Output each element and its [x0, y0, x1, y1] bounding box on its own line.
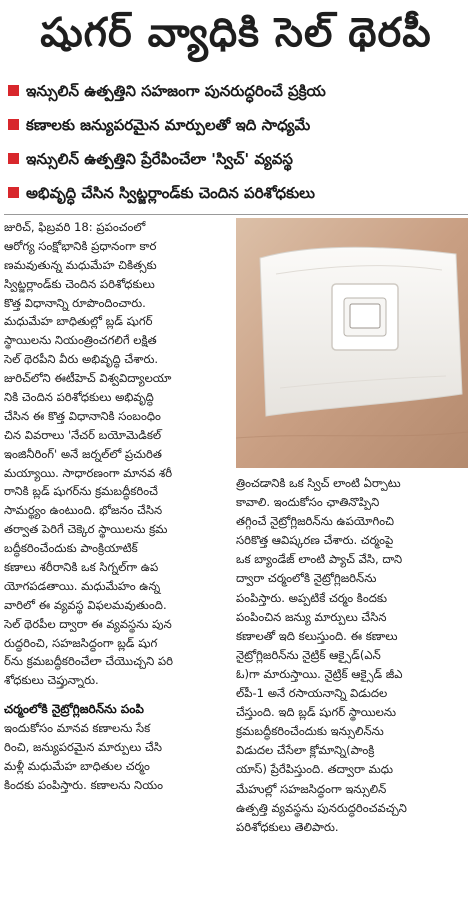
- body-line: ఇంజినీరింగ్' అనే జర్నల్‌లో ప్రచురిత: [4, 446, 162, 461]
- headline: షుగర్ వ్యాధికి సెల్ థెరపీ: [40, 10, 432, 56]
- article-column-right: [236, 474, 468, 914]
- body-line: ఇందుకోసం మానవ కణాలను సేక: [4, 721, 151, 736]
- body-line: ఉత్పత్తి వ్యవస్థను పునరుద్ధరించవచ్చని: [236, 800, 407, 815]
- body-line: యోగపడతాయి. మధుమేహం ఉన్న: [4, 578, 161, 593]
- body-line: కిందకు పంపిస్తారు. కణాలను నియం: [4, 777, 163, 792]
- body-line: సెల్ థెరపీని వీరు అభివృద్ధి చేశారు.: [4, 352, 159, 367]
- body-line: కావాలి. ఇందుకోసం ఛాతినొప్పిని: [236, 495, 380, 510]
- body-line: రించి, జన్యుపరమైన మార్పులు చేసి: [4, 740, 162, 755]
- body-line: త్రించడానికి ఒక స్విచ్ లాంటి ఏర్పాటు: [236, 476, 401, 490]
- body-line: తగ్గించే నైట్రోగ్లిజరిన్‌ను ఉపయోగించి: [236, 514, 395, 529]
- body-line: చేస్తుంది. ఇది బ్లడ్ షుగర్ స్థాయిలను: [236, 705, 397, 720]
- body-line: మళ్లీ మధుమేహ బాధితుల చర్మం: [4, 758, 150, 773]
- body-line: యాస్) ప్రేరేపిస్తుంది. తద్వారా మధు: [236, 762, 393, 777]
- red-square-bullet-icon: [8, 85, 19, 96]
- red-square-bullet-icon: [8, 153, 19, 164]
- body-line: పరిశోధకులు తెలిపారు.: [236, 819, 339, 834]
- body-line: జురిచ్, ఫిబ్రవరి 18: ప్రపంచంలో: [4, 220, 146, 234]
- bullet-text: ఇన్సులిన్ ఉత్పత్తిని ప్రేరేపించేలా 'స్విచ్' వ్యవస్థ: [26, 150, 293, 168]
- body-line: కొత్త విధానాన్ని రూపొందించారు.: [4, 295, 146, 310]
- body-line: సరికొత్త ఆవిష్కరణ చేశారు. చర్మంపై: [236, 533, 394, 548]
- bullet-point: [4, 74, 470, 108]
- body-line: పంపిస్తారు. అప్పటికే చర్మం కిందకు: [236, 590, 387, 605]
- bandage-patch-photo: [236, 218, 468, 468]
- body-line: సెల్ థెరపీల ద్వారా ఈ వ్యవస్థను పున: [4, 616, 172, 631]
- bullet-text: కణాలకు జన్యుపరమైన మార్పులతో ఇది సాధ్యమే: [26, 116, 311, 134]
- body-line: విడుదల చేసేలా క్లోమాన్ని(పాంక్రి: [236, 743, 375, 758]
- body-line: స్థాయిలను నియంత్రించగలిగే లక్షిత: [4, 333, 157, 348]
- body-line: మధుమేహ బాధితుల్లో బ్లడ్ షుగర్: [4, 314, 153, 329]
- body-line: ల్‌పీ-1 అనే రసాయనాన్ని విడుదల: [236, 686, 388, 701]
- body-line: జురిచ్‌లోని ఈటీహెచ్ విశ్వవిద్యాలయా: [4, 371, 172, 386]
- bullet-point: [4, 176, 470, 210]
- body-line: పంపించిన జన్యు మార్పులు చేసిన: [236, 609, 387, 624]
- body-line: ఓ)గా మారుస్తాయి. నైట్రిక్ ఆక్సైడ్ జీఎ: [236, 666, 403, 681]
- body-line: బద్ధీకరించేందుకు పాంక్రియాటిక్: [4, 541, 138, 556]
- body-line: ఆరోగ్య సంక్షోభానికి ప్రధానంగా కార: [4, 238, 157, 253]
- body-line: స్విట్జర్లాండ్‌కు చెందిన పరిశోధకులు: [4, 276, 155, 291]
- body-line: రుద్ధరించి, సహజసిద్ధంగా బ్లడ్ షుగ: [4, 635, 158, 650]
- subheading: చర్మంలోకి నైట్రోగ్లిజరిన్‌ను పంపి: [4, 702, 144, 717]
- body-line: తర్వాత పెరిగే చెక్కెర స్థాయిలను క్రమ: [4, 522, 168, 537]
- body-line: ద్వారా చర్మంలోకి నైట్రోగ్లిజరిన్‌ను: [236, 571, 377, 586]
- red-square-bullet-icon: [8, 187, 19, 198]
- spacer: [4, 690, 226, 700]
- body-line: నైట్రోగ్లిజరిన్‌ను నైట్రిక్ ఆక్సైడ్(ఎన్: [236, 647, 381, 662]
- body-line: కణాలతో ఇది కలుస్తుంది. ఈ కణాలు: [236, 628, 398, 643]
- body-line: మయ్యాయి. సాధారణంగా మానవ శరీ: [4, 465, 173, 480]
- body-line: చేసిన ఈ కొత్త విధానానికి సంబంధిం: [4, 408, 161, 423]
- body-line: ఒక బ్యాండేజ్ లాంటి ప్యాచ్ వేసి, దాని: [236, 552, 403, 567]
- bullet-text: అభివృద్ధి చేసిన స్విట్జర్లాండ్‌కు చెందిన పరిశోధకులు: [26, 184, 315, 202]
- body-line: నికి చెందిన పరిశోధకులు అభివృద్ధి: [4, 390, 154, 405]
- red-square-bullet-icon: [8, 119, 19, 130]
- body-line: కణాలు శరీరానికి ఒక సిగ్నల్‌గా ఉప: [4, 560, 159, 575]
- body-line: శోధకులు చెప్తున్నారు.: [4, 673, 99, 688]
- body-line: రానికి బ్లడ్ షుగర్‌ను క్రమబద్ధీకరించే: [4, 484, 158, 499]
- body-line: చిన వివరాలు 'నేచర్ బయోమెడికల్: [4, 427, 162, 442]
- body-line: ణమవుతున్న మధుమేహ చికిత్సకు: [4, 257, 157, 272]
- body-line: సామర్థ్యం ఉంటుంది. భోజనం చేసిన: [4, 503, 163, 518]
- body-line: క్రమబద్ధీకరించేందుకు ఇన్సులిన్‌ను: [236, 724, 384, 739]
- patch-illustration-icon: [236, 218, 468, 468]
- body-line: వారిలో ఈ వ్యవస్థ విఫలమవుతుంది.: [4, 597, 167, 612]
- body-line: ర్‌ను క్రమబద్ధీకరించేలా చేయొచ్చని పరి: [4, 654, 174, 669]
- bullet-list: [4, 74, 470, 210]
- bullet-point: [4, 108, 470, 142]
- bullet-point: [4, 142, 470, 176]
- divider: [4, 214, 468, 215]
- body-line: మేహుల్లో సహజసిద్ధంగా ఇన్సులిన్: [236, 781, 387, 796]
- article-column-left: [4, 218, 226, 914]
- bullet-text: ఇన్సులిన్ ఉత్పత్తిని సహజంగా పునరుద్ధరించే ప్రక్రియ: [26, 82, 326, 100]
